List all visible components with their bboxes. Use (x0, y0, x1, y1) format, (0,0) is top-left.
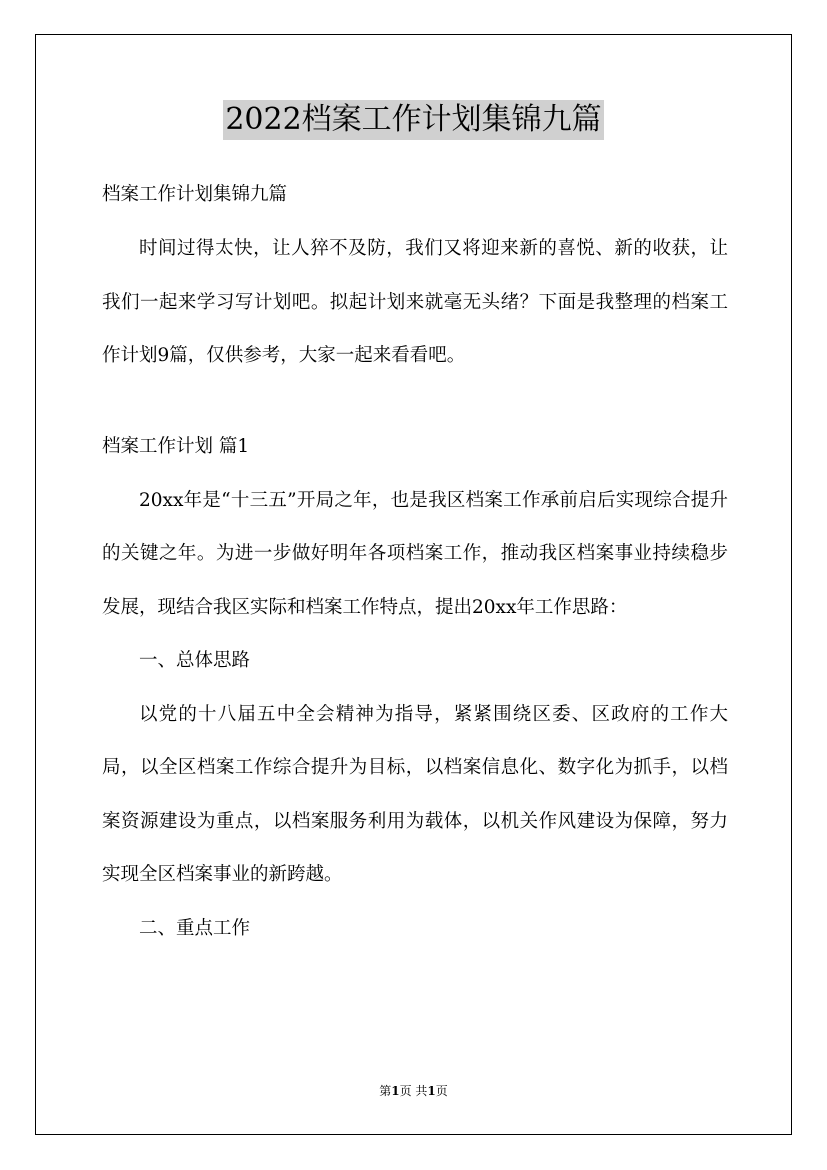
intro-paragraph: 时间过得太快，让人猝不及防，我们又将迎来新的喜悦、新的收获，让我们一起来学习写计划吧。拟起计划来就毫无头绪？下面是我整理的档案工作计划9篇，仅供参考，大家一起来看看吧。 (102, 238, 728, 366)
document-title: 2022档案工作计划集锦九篇 (223, 100, 603, 140)
blank-line (102, 383, 728, 407)
heading-key-work: 二、重点工作 (139, 917, 251, 939)
heading-overall-approach: 一、总体思路 (139, 650, 251, 671)
footer-page-prefix: 第 (379, 1084, 392, 1098)
footer-page-total: 1 (427, 1084, 436, 1098)
footer-page-number: 1 (391, 1084, 400, 1098)
footer-page-mid: 页 共 (399, 1084, 428, 1098)
title-wrapper (0, 100, 827, 140)
section-paragraph-1: 20xx年是“十三五”开局之年，也是我区档案工作承前启后实现综合提升的关键之年。为进一步做好明年各项档案工作，推动我区档案事业持续稳步发展，现结合我区实际和档案工作特点，提出20xx年工作思路： (102, 489, 728, 618)
section-paragraph-2: 以党的十八届五中全会精神为指导，紧紧围绕区委、区政府的工作大局，以全区档案工作综合提升为目标，以档案信息化、数字化为抓手，以档案资源建设为重点，以档案服务利用为载体，以机关作风建设为保障，努力实现全区档案事业的新跨越。 (102, 703, 728, 885)
document-subtitle: 档案工作计划集锦九篇 (102, 184, 288, 205)
page-footer (0, 1083, 827, 1099)
document-body (102, 175, 728, 955)
footer-page-suffix: 页 (435, 1084, 448, 1098)
section-heading: 档案工作计划 篇1 (102, 435, 250, 457)
